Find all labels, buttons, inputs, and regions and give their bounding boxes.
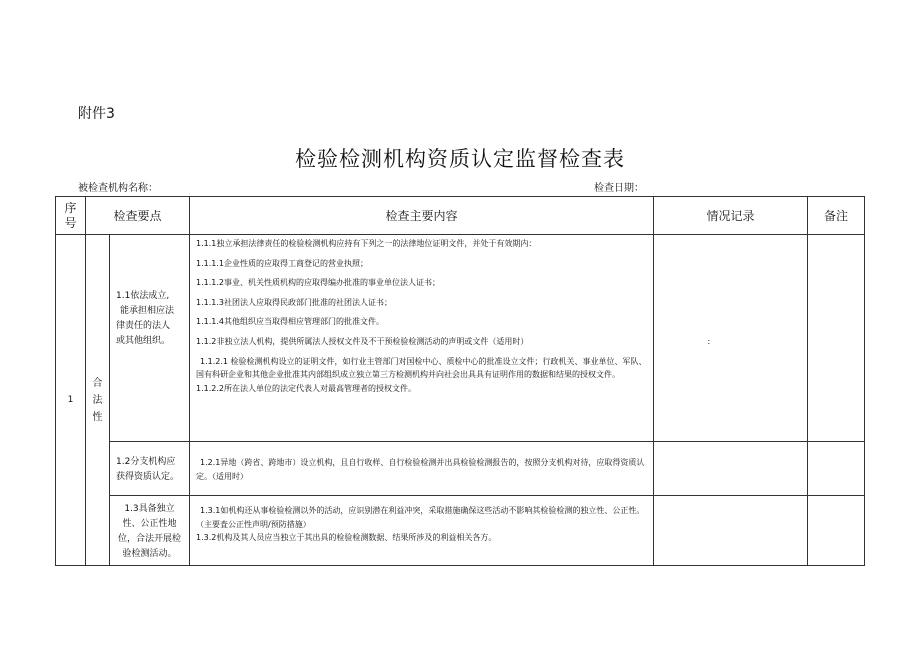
content-line: 1.1.1.1企业性质的应取得工商登记的营业执照；	[196, 258, 369, 268]
category-cell	[86, 235, 110, 566]
point-line: 验检测活动。	[122, 549, 177, 559]
content-line: 1.1.1.3社团法人应取得民政部门批准的社团法人证书；	[196, 297, 393, 307]
point-line: 获得资质认定。	[116, 472, 180, 482]
content-line: 1.1.2.1 检验检测机构设立的证明文件，如行业主管部门对国检中心、质检中心的批准设立文件；行政机关、事业单位、军队、国有科研企业和其他企业批准其内部组织成立独立第三方检测机构并向社会出具具有证明作用的数据和结果的授权文件。	[196, 356, 647, 380]
seq-cell: 1	[56, 235, 86, 566]
header-content: 检查主要内容	[190, 197, 654, 235]
point-line: 位，合法开展检	[118, 534, 182, 544]
content-line	[196, 335, 711, 349]
category-char: 合	[92, 377, 103, 389]
content-cell	[190, 235, 711, 442]
check-date-label: 检查日期：	[594, 183, 644, 194]
content-line: 1.3.1如机构还从事检验检测以外的活动，应识别潜在利益冲突，采取措施确保这些活动不影响其检验检测的独立性、公正性。（主要査公正性声明/预防措施）	[196, 506, 645, 529]
point-line: 能承担相应法	[120, 306, 175, 316]
header-seq-text: 序号	[64, 200, 77, 230]
table-header-row	[56, 197, 865, 235]
point-cell	[110, 496, 190, 566]
inspected-org-label: 被检查机构名称：	[78, 183, 158, 194]
content-line: 1.3.2机构及其人员应当独立于其出具的检验检测数据、结果所涉及的利益相关各方。	[196, 533, 497, 543]
content-cell	[190, 442, 654, 496]
category-char: 法	[92, 394, 103, 406]
content-line: 1.1.2.2所在法人单位的法定代表人对最高管理者的授权文件。	[196, 383, 417, 393]
content-line: 1.1.1.4其他组织应当取得相应管理部门的批准文件。	[196, 317, 385, 327]
content-line-text: 1.1.2非独立法人机构，提供所属法人授权文件及不干预检验检测活动的声明或文件（适用时）	[196, 336, 529, 346]
content-line: 1.1.1.2事业、机关性质机构的应取得编办批准的事业单位法人证书；	[196, 278, 441, 288]
category-char: 性	[92, 411, 103, 423]
header-seq	[56, 197, 86, 235]
header-point: 检查要点	[86, 197, 190, 235]
attachment-label: 附件3	[78, 106, 115, 122]
note-cell[interactable]	[808, 235, 865, 442]
record-cell[interactable]	[654, 235, 808, 442]
point-line: 性、公正性地	[122, 519, 177, 529]
point-line: 或其他组织。	[116, 336, 171, 346]
table-row	[56, 496, 865, 566]
page-title: 检验检测机构资质认定监督检查表	[295, 147, 625, 171]
point-line: 1.2分支机构应	[116, 457, 176, 467]
note-cell[interactable]	[808, 496, 865, 566]
point-line: 律责任的法人	[116, 321, 171, 331]
content-line: 1.1.1独立承担法律责任的检验检测机构应持有下列之一的法律地位证明文件，并处于有效期内：	[196, 239, 537, 248]
table-row	[56, 235, 865, 442]
point-cell	[110, 442, 190, 496]
header-note: 备注	[808, 197, 865, 235]
table-row	[56, 442, 865, 496]
content-cell	[190, 496, 654, 566]
header-record: 情况记录	[654, 197, 808, 235]
point-line: 1.1依法成立,	[116, 291, 170, 301]
record-cell[interactable]	[654, 496, 808, 566]
inspection-table	[55, 196, 865, 566]
point-cell	[110, 235, 190, 442]
record-cell[interactable]	[654, 442, 808, 496]
point-line: 1.3具备独立	[124, 504, 175, 514]
content-line: 1.2.1异地（跨省、跨地市）设立机构，且自行收样、自行检验检测并出具检验检测报告的，按照分支机构对待，应取得资质认定。（适用时）	[196, 458, 645, 481]
note-cell[interactable]	[808, 442, 865, 496]
content-colon: :	[707, 336, 711, 346]
